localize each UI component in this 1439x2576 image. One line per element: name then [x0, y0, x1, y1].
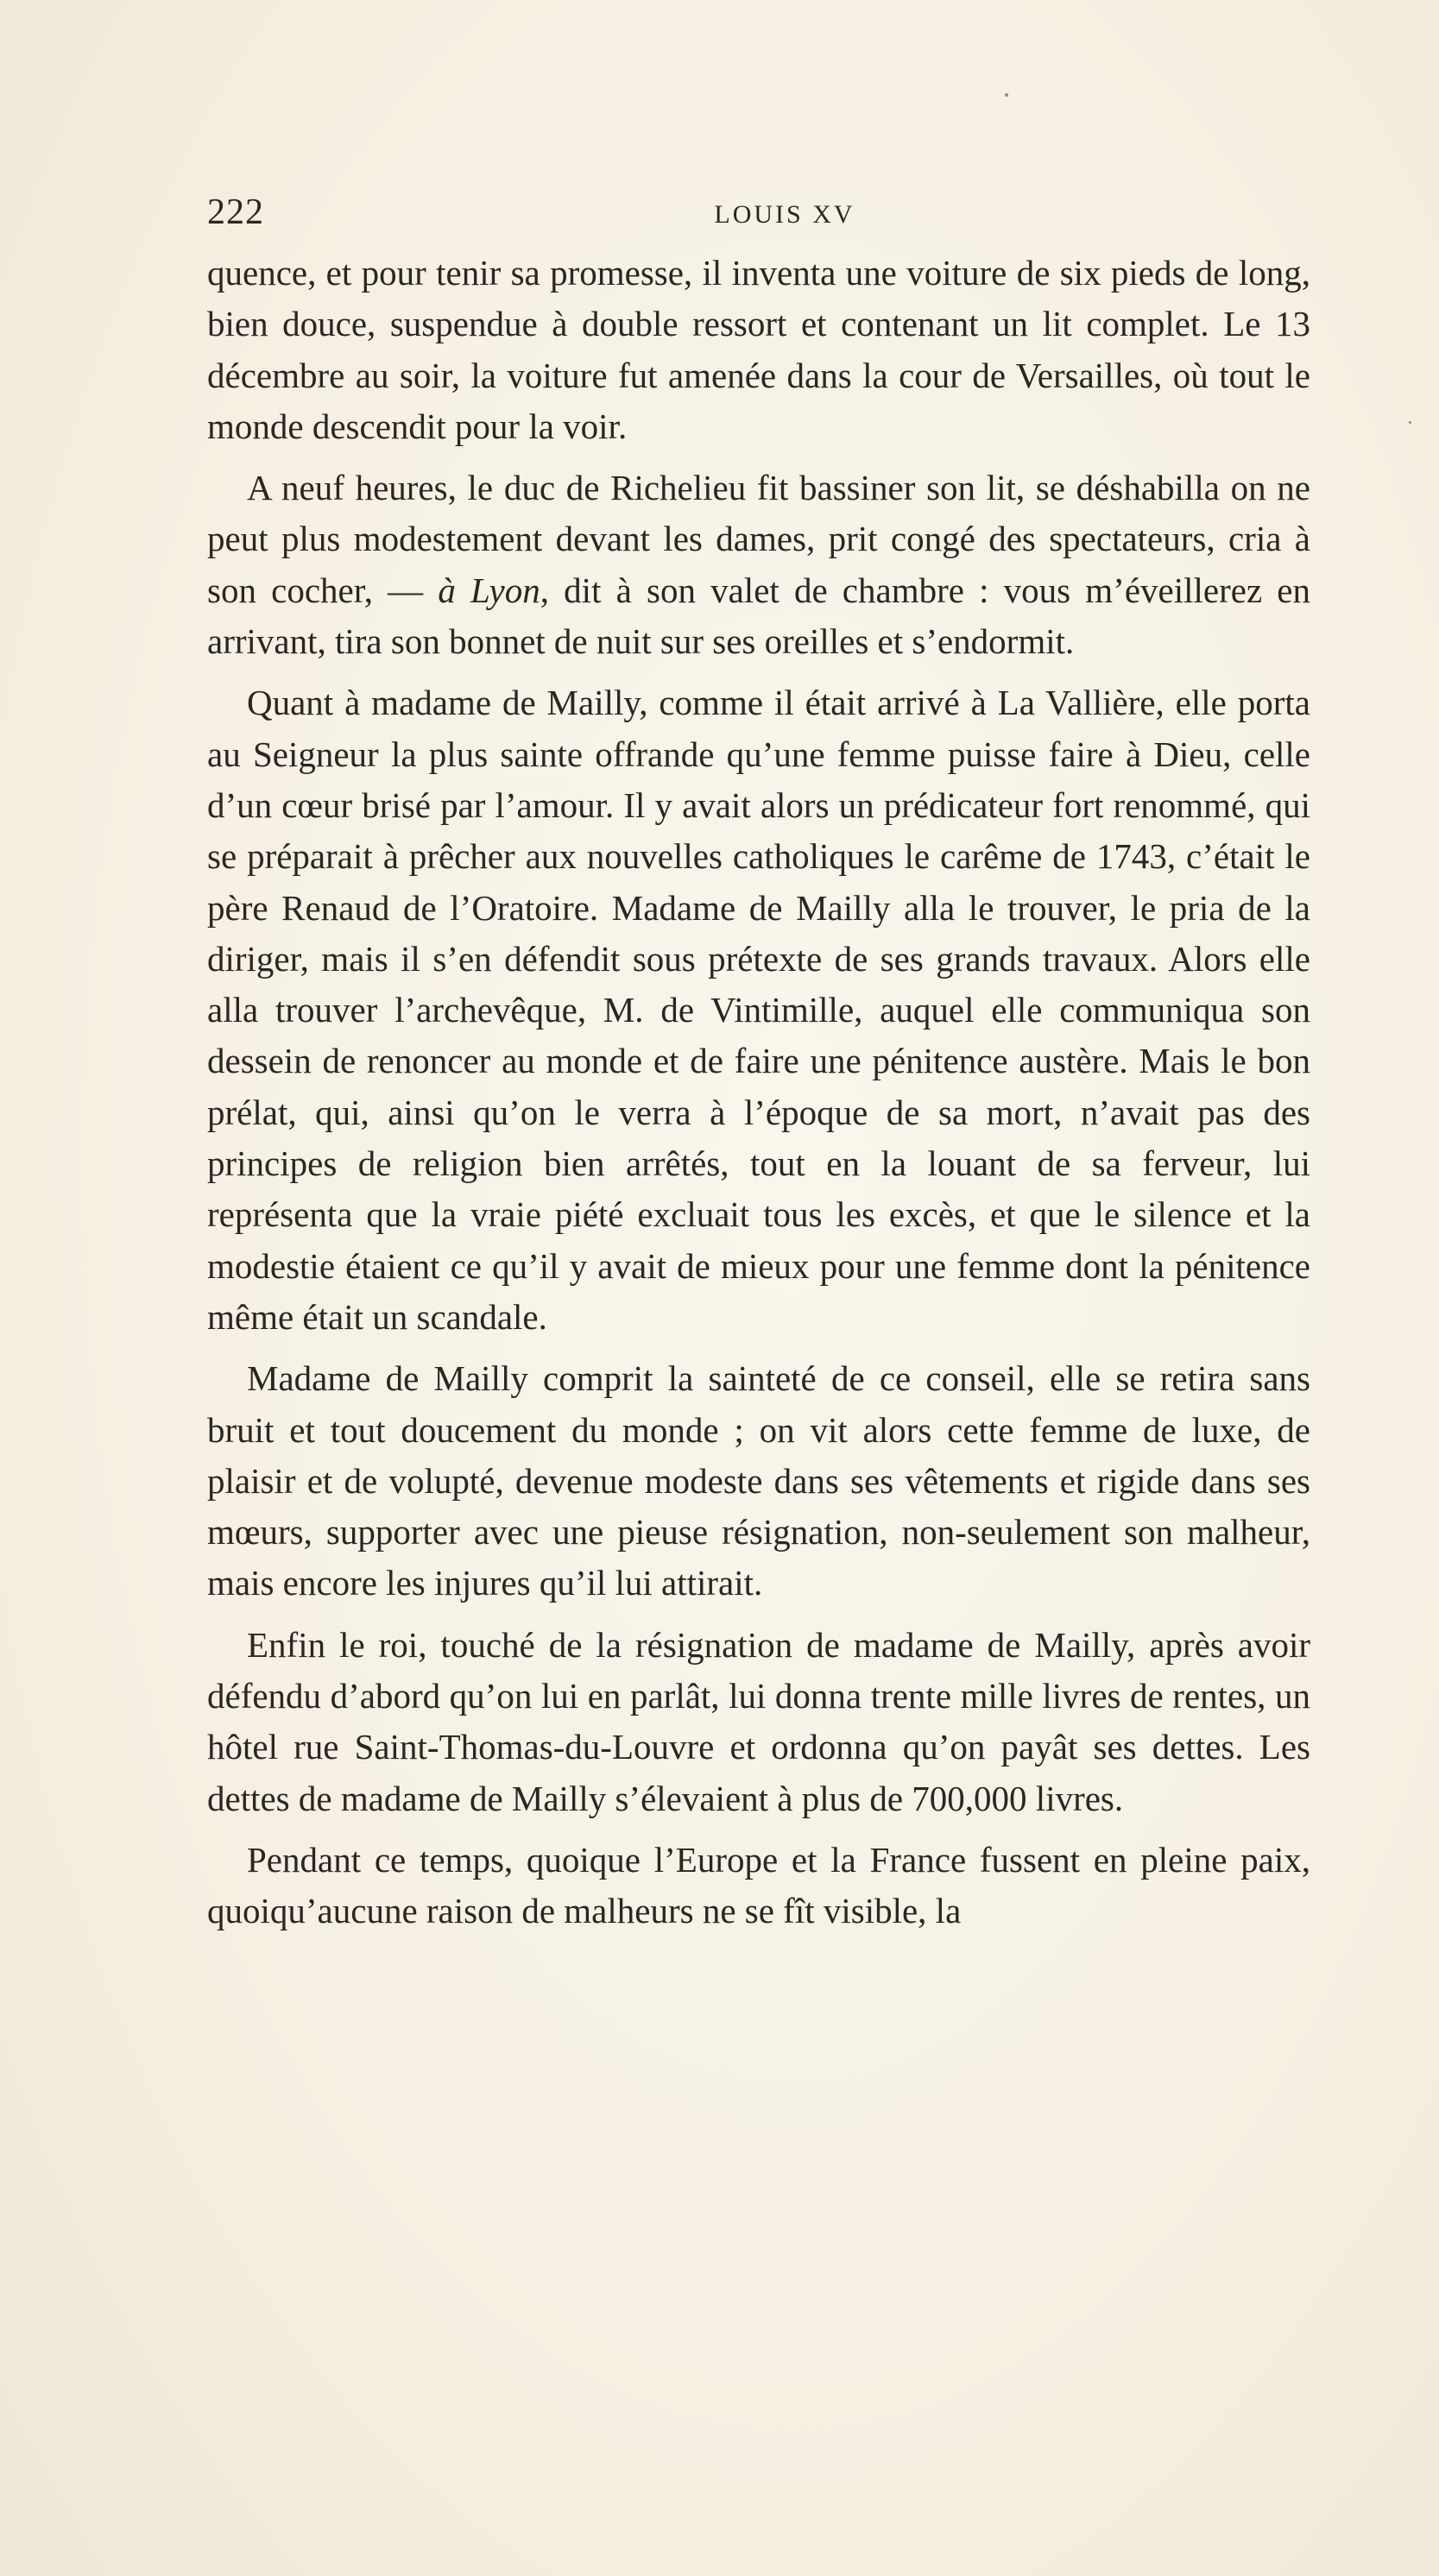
paragraph-6: Pendant ce temps, quoique l’Europe et la France fussent en pleine paix, quoiqu’aucune raison de malheurs ne se fît visible, la: [207, 1839, 1310, 1931]
paragraph-2-after: , dit à son valet de chambre : vous m’éveillerez en arrivant, tira son bonnet de nuit sur ses oreilles et s’endormit.: [207, 570, 1311, 662]
page-header: [207, 188, 1310, 236]
paragraph-2-italic: à Lyon: [438, 570, 540, 610]
paper-speck: [1409, 421, 1411, 424]
body-text: [207, 248, 1310, 1948]
paper-speck: [1005, 93, 1008, 97]
paragraph-2: [207, 463, 1310, 667]
paragraph-3: Quant à madame de Mailly, comme il était arrivé à La Vallière, elle porta au Seigneur la plus sainte offrande qu’une femme puisse faire à Dieu, celle d’un cœur brisé par l’amour. Il y avait alors un prédicateur fort renommé, qui se préparait à prêcher aux nouvelles catholiques le carême de 1743, c’était le père Renaud de l’Oratoire. Madame de Mailly alla le trouver, le pria de la diriger, mais il s’en défendit sous prétexte de ses grands travaux. Alors elle alla trouver l’archevêque, M. de Vintimille, auquel elle communiqua son dessein de renoncer au monde et de faire une pénitence austère. Mais le bon prélat, qui, ainsi qu’on le verra à l’époque de sa mort, n’avait pas des principes de religion bien arrêtés, tout en la louant de sa ferveur, lui représenta que la vraie piété excluait tous les excès, et que le silence et la modestie étaient ce qu’il y avait de mieux pour une femme dont la pénitence même était un scandale.: [207, 683, 1310, 1337]
page-number: 222: [207, 192, 264, 232]
paragraph-1: quence, et pour tenir sa promesse, il inventa une voiture de six pieds de long, bien douce, suspendue à double ressort et contenant un lit complet. Le 13 décembre au soir, la voiture fut amenée dans la cour de Versailles, où tout le monde descendit pour la voir.: [207, 253, 1310, 446]
paragraph-2-before: A neuf heures, le duc de Richelieu fit bassiner son lit, se déshabilla on ne peut plus modestement devant les dames, prit congé des spectateurs, cria à son cocher, —: [207, 468, 1310, 610]
paragraph-5: Enfin le roi, touché de la résignation de madame de Mailly, après avoir défendu d’abord qu’on lui en parlât, lui donna trente mille livres de rentes, un hôtel rue Saint-Thomas-du-Louvre et ordonna qu’on payât ses dettes. Les dettes de madame de Mailly s’élevaient à plus de 700,000 livres.: [207, 1624, 1310, 1818]
paragraph-4: Madame de Mailly comprit la sainteté de ce conseil, elle se retira sans bruit et tout doucement du monde ; on vit alors cette femme de luxe, de plaisir et de volupté, devenue modeste dans ses vêtements et rigide dans ses mœurs, supporter avec une pieuse résignation, non-seulement son malheur, mais encore les injures qu’il lui attirait.: [207, 1358, 1310, 1603]
running-head: LOUIS XV: [714, 200, 855, 229]
